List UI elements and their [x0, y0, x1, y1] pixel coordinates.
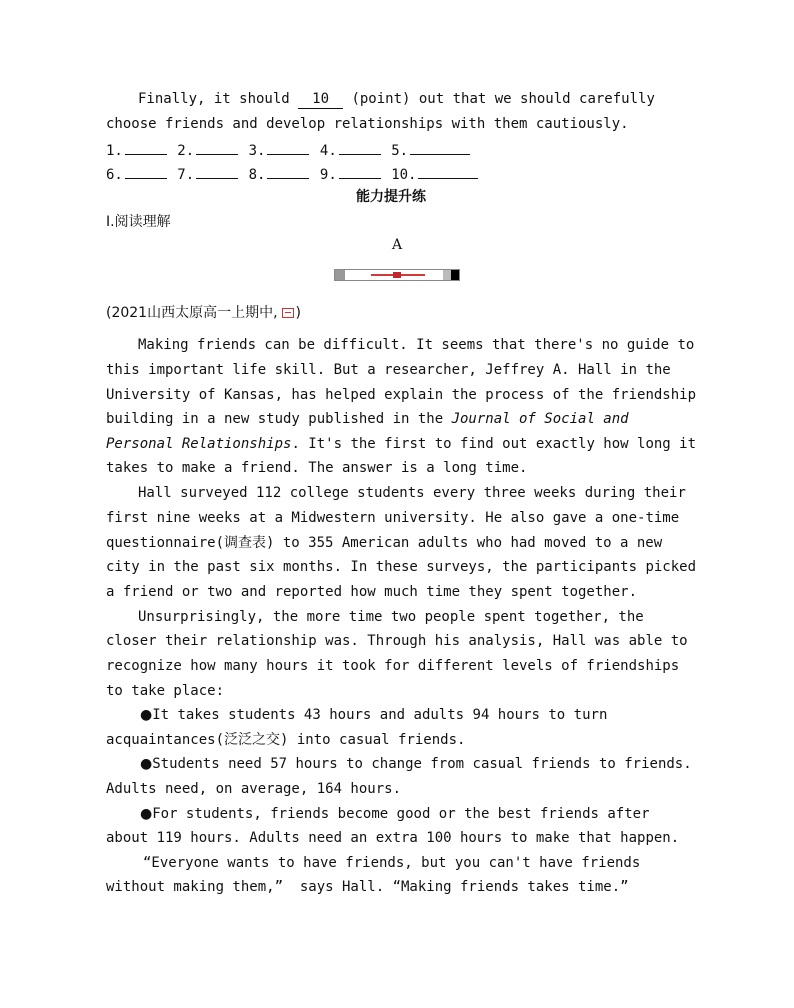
answer-row-2: [106, 164, 696, 184]
answer-number: 9.: [319, 167, 337, 183]
bullet-text: It takes students 43 hours and adults 94 hours to turn: [152, 707, 608, 723]
p1-text: building in a new study published in the: [106, 411, 452, 427]
answer-number: 5.: [391, 143, 409, 159]
p1-text: . It's the first to find out exactly how long it: [291, 436, 697, 452]
bullet-text: ) into casual friends.: [280, 732, 466, 748]
divider-left-segment: [335, 270, 345, 280]
source-close: ): [295, 305, 302, 321]
answer-number: 6.: [106, 167, 123, 183]
journal-title-part1: Journal of Social and: [451, 411, 629, 427]
bullet-text: Students need 57 hours to change from casual friends to friends.: [152, 756, 692, 772]
p2-line: Hall surveyed 112 college students every three weeks during their: [138, 485, 686, 501]
p1-line: University of Kansas, has helped explain the process of the friendship: [106, 387, 697, 403]
p2-text: questionnaire(: [106, 535, 225, 551]
subsection-title: Ⅰ.阅读理解: [106, 214, 171, 230]
answer-blank[interactable]: [410, 140, 470, 155]
p2-line: a friend or two and reported how much time they spent together.: [106, 584, 638, 600]
bullet-item-1: [140, 706, 730, 724]
p2-line: city in the past six months. In these surveys, the participants picked: [106, 559, 697, 575]
p1-line: Making friends can be difficult. It seems that there's no guide to: [138, 337, 695, 353]
p2-text: ) to 355 American adults who had moved to a new: [266, 535, 663, 551]
exercise-text: (point) out that we should carefully: [343, 91, 655, 107]
section-title: 能力提升练: [356, 189, 426, 205]
exercise-line-1: [138, 90, 728, 109]
answer-blank-10[interactable]: 10: [298, 90, 343, 109]
bullet-item-3: [140, 805, 730, 823]
answer-blank[interactable]: [125, 140, 167, 155]
journal-title-part2: Personal Relationships: [106, 436, 292, 452]
answer-number: 8.: [248, 167, 266, 183]
exercise-line-2: choose friends and develop relationships with them cautiously.: [106, 116, 629, 132]
bullet-item-1-cont: [106, 731, 696, 749]
p4-line: “Everyone wants to have friends, but you can't have friends: [143, 855, 641, 871]
answer-blank[interactable]: [418, 164, 478, 179]
bullet-icon: ●: [140, 806, 153, 822]
divider-red-mark: [393, 272, 401, 278]
p1-line: [106, 410, 696, 428]
answer-number: 10.: [391, 167, 417, 183]
answer-number: 1.: [106, 143, 123, 159]
answer-number: 7.: [177, 167, 195, 183]
answer-blank[interactable]: [267, 140, 309, 155]
answer-blank[interactable]: [339, 140, 381, 155]
source-text: (2021山西太原高一上期中,: [106, 305, 278, 321]
bullet-item-3-cont: about 119 hours. Adults need an extra 100 hours to make that happen.: [106, 830, 680, 846]
gloss-questionnaire: 调查表: [224, 535, 267, 551]
p1-line: [106, 435, 696, 453]
divider-black-segment: [451, 270, 459, 280]
p3-line: closer their relationship was. Through his analysis, Hall was able to: [106, 633, 688, 649]
exercise-text: Finally, it should: [138, 91, 299, 107]
bullet-icon: ●: [140, 756, 153, 772]
bullet-icon: ●: [140, 707, 153, 723]
p2-line: first nine weeks at a Midwestern university. He also gave a one-time: [106, 510, 680, 526]
bullet-text: For students, friends become good or the best friends after: [152, 806, 650, 822]
p4-line: without making them,” says Hall. “Making friends takes time.”: [106, 879, 629, 895]
p3-line: Unsurprisingly, the more time two people spent together, the: [138, 609, 644, 625]
p1-line: this important life skill. But a researcher, Jeffrey A. Hall in the: [106, 362, 671, 378]
document-icon[interactable]: [282, 308, 294, 318]
bullet-text: acquaintances(: [106, 732, 225, 748]
p1-line: takes to make a friend. The answer is a long time.: [106, 460, 528, 476]
answer-blank[interactable]: [267, 164, 309, 179]
answer-blank[interactable]: [196, 140, 238, 155]
passage-letter: A: [392, 237, 403, 253]
answer-number: 2.: [177, 143, 195, 159]
p3-line: recognize how many hours it took for different levels of friendships: [106, 658, 680, 674]
answer-number: 4.: [319, 143, 337, 159]
answer-blank[interactable]: [196, 164, 238, 179]
answer-number: 3.: [248, 143, 266, 159]
passage-divider: [334, 269, 460, 281]
divider-gray-segment: [443, 270, 451, 280]
answer-blank[interactable]: [125, 164, 167, 179]
p2-line: [106, 534, 696, 552]
bullet-item-2: [140, 755, 730, 773]
bullet-item-2-cont: Adults need, on average, 164 hours.: [106, 781, 402, 797]
passage-source: [106, 302, 301, 322]
gloss-acquaintances: 泛泛之交: [224, 732, 281, 748]
p3-line: to take place:: [106, 683, 225, 699]
answer-blank[interactable]: [339, 164, 381, 179]
answer-row-1: [106, 140, 696, 160]
